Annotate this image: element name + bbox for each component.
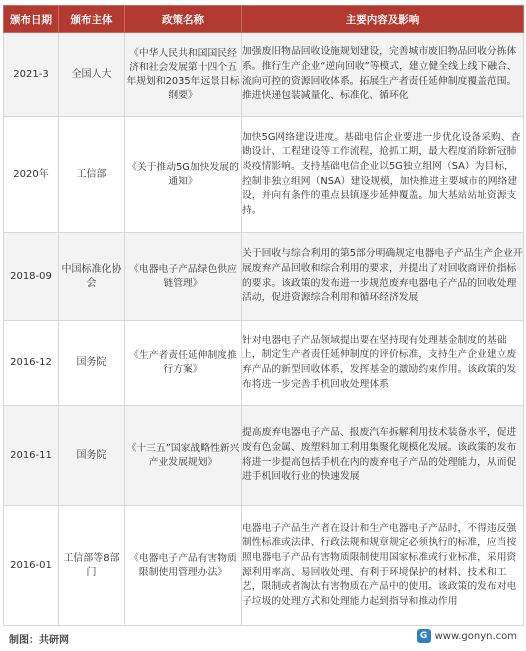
cell-policy-name: 《十三五”国家战略性新兴产业发展规划》 (125, 406, 242, 506)
header-content: 主要内容及影响 (242, 6, 524, 33)
cell-issuer: 工信部等8部门 (59, 506, 125, 626)
cell-issuer: 工信部 (59, 117, 125, 233)
cell-date: 2018-09 (4, 233, 59, 321)
cell-content: 提高废弃电器电子产品、报废汽车拆解利用技术装备水平，促进废有色金属、废塑料加工利用集聚化规模化发展。该政策的发布将进一步提高包括手机在内的废弃电子产品的处理能力，从而促进手机回收行业的快速发展 (242, 406, 524, 506)
cell-issuer: 国务院 (59, 406, 125, 506)
table-row (4, 506, 524, 626)
cell-policy-name: 《关于推动5G加快发展的通知》 (125, 117, 242, 233)
cell-policy-name: 《电器电子产品绿色供应链管理》 (125, 233, 242, 321)
table-row (4, 33, 524, 117)
cell-policy-name: 《电器电子产品有害物质限制使用管理办法》 (125, 506, 242, 626)
cell-policy-name: 《生产者责任延伸制度推行方案》 (125, 321, 242, 406)
policy-table (3, 5, 524, 626)
cell-content: 电器电子产品生产者在设计和生产电器电子产品时，不得违反强制性标准或法律、行政法规和规章规定必须执行的标准，应当按照电器电子产品有害物质限制使用国家标准或行业标准，采用资源利用率高、易回收处理、有利于环境保护的材料、技术和工艺，限制或者淘汰有害物质在产品中的使用。该政策的发布对电子垃圾的处理方式和处理能力起到指导和推动作用 (242, 506, 524, 626)
source-credit: 制图：共研网 (9, 635, 69, 646)
cell-policy-name: 《中华人民共和国国民经济和社会发展第十四个五年规划和2035年远景目标纲要》 (125, 33, 242, 117)
table-row (4, 321, 524, 406)
table-header-row (4, 6, 524, 33)
cell-issuer: 国务院 (59, 321, 125, 406)
table-row (4, 233, 524, 321)
cell-content: 加强废旧物品回收设施规划建设，完善城市废旧物品回收分拣体系。推行生产企业“逆向回收”等模式，建立健全线上线下融合、流向可控的资源回收体系。拓展生产者责任延伸制度覆盖范围。推进快递包装减量化、标准化、循环化 (242, 33, 524, 117)
cell-issuer: 中国标准化协会 (59, 233, 125, 321)
cell-content: 加快5G网络建设进度。基础电信企业要进一步优化设备采购、查勘设计、工程建设等工作流程，抢抓工期，最大程度消除新冠肺炎疫情影响。支持基础电信企业以5G独立组网（SA）为目标，控制非独立组网（NSA）建设规模，加快推进主要城市的网络建设，并向有条件的重点县镇逐步延伸覆盖。加大基站站址资源支持。 (242, 117, 524, 233)
table-row (4, 117, 524, 233)
site-url: www.gonyn.com (434, 630, 517, 642)
footer (3, 628, 523, 648)
table-row (4, 406, 524, 506)
cell-date: 2016-11 (4, 406, 59, 506)
cell-content: 针对电器电子产品领域提出要在坚持现有处理基金制度的基础上，制定生产者责任延伸制度的评价标准，支持生产企业建立废弃产品的新型回收体系，发挥基金的激励约束作用。该政策的发布将进一步完善手机回收处理体系 (242, 321, 524, 406)
header-date: 颁布日期 (4, 6, 59, 33)
header-issuer: 颁布主体 (59, 6, 125, 33)
header-policy-name: 政策名称 (125, 6, 242, 33)
gonyn-logo-icon: G (417, 629, 431, 643)
cell-date: 2016-01 (4, 506, 59, 626)
cell-content: 关于回收与综合利用的第5部分明确规定电器电子产品生产企业开展废弃产品回收和综合利用的要求，并提出了对回收商评价指标的要求。该政策的发布进一步规范废弃电器电子产品的回收处理活动，促进资源综合利用和循环经济发展 (242, 233, 524, 321)
cell-date: 2020年 (4, 117, 59, 233)
cell-date: 2021-3 (4, 33, 59, 117)
cell-date: 2016-12 (4, 321, 59, 406)
site-logo (417, 629, 517, 643)
cell-issuer: 全国人大 (59, 33, 125, 117)
